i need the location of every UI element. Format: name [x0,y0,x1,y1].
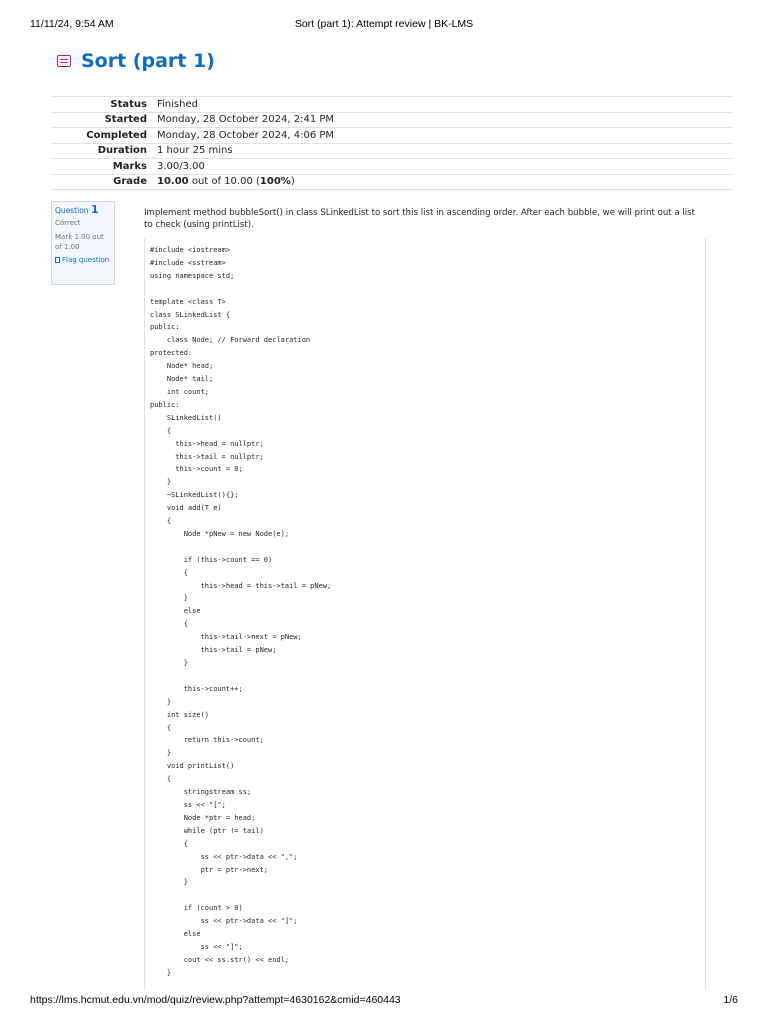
print-date: 11/11/24, 9:54 AM [30,18,114,30]
flag-question-link[interactable] [55,255,111,265]
print-header [30,18,738,32]
summary-row-duration [51,143,733,159]
code-block [144,238,706,990]
question-grade: Mark 1.00 out of 1.00 [55,233,104,251]
summary-row-completed [51,128,733,144]
summary-label: Completed [86,129,147,141]
document-title: Sort (part 1): Attempt review | BK-LMS [294,18,474,30]
summary-row-grade [51,174,733,190]
code-listing: #include <iostream> #include <sstream> using namespace std; template <class T> class SLinkedList { public: class Node; // Forward declaration protected: Node* head; Node* tail; int count; public: SLinkedList() { this->head = nullptr; this->tail = nullptr; this->count = 0; } ~SLinkedList(){}; void add(T e) { Node *pNew = new Node(e); if (this->count == 0) { this->head = this->tail = pNew; } else { this->tail->next = pNew; this->tail = pNew; } this->count++; } int size() { return this->count; } void printList() { stringstream ss; ss << "["; Node *ptr = head; while (ptr != tail) { ss << ptr->data << ","; ptr = ptr->next; } if (count > 0) ss << ptr->data << "]"; else ss << "]"; cout << ss.str() << endl; } [150,246,332,977]
attempt-summary-table [51,96,733,190]
summary-label: Status [110,98,147,110]
summary-row-status [51,97,733,113]
question-number [55,205,111,216]
question-number-prefix: Question [55,206,91,215]
question-state: Correct [55,219,81,227]
summary-row-marks [51,159,733,175]
summary-value: Monday, 28 October 2024, 4:06 PM [157,129,335,141]
page-title: Sort (part 1) [81,50,215,72]
flag-icon [55,257,60,263]
summary-value: 3.00/3.00 [157,160,205,172]
question-number-value: 1 [90,203,99,216]
page-heading [57,50,215,72]
grade-close: ) [290,176,295,188]
summary-label: Started [104,114,147,126]
summary-label: Grade [113,176,147,188]
summary-value: Monday, 28 October 2024, 2:41 PM [157,114,335,126]
summary-value: 1 hour 25 mins [157,145,233,157]
page-url: https://lms.hcmut.edu.vn/mod/quiz/review.php?attempt=4630162&cmid=460443 [30,994,401,1006]
grade-score: 10.00 [157,176,189,188]
question-text: Implement method bubbleSort() in class SLinkedList to sort this list in ascending order. After each bubble, we will print out a list to check (using printList). [144,208,695,230]
print-footer [30,994,738,1008]
summary-row-started [51,112,733,128]
quiz-icon [57,55,71,67]
summary-label: Duration [97,145,147,157]
grade-out-of: out of 10.00 ( [188,176,260,188]
grade-value [152,174,733,190]
summary-label: Marks [112,160,147,172]
summary-value: Finished [157,98,198,110]
grade-percent: 100% [259,176,291,188]
question-info-box [51,201,115,285]
flag-question-label: Flag question [62,256,110,264]
page-number: 1/6 [723,994,738,1006]
